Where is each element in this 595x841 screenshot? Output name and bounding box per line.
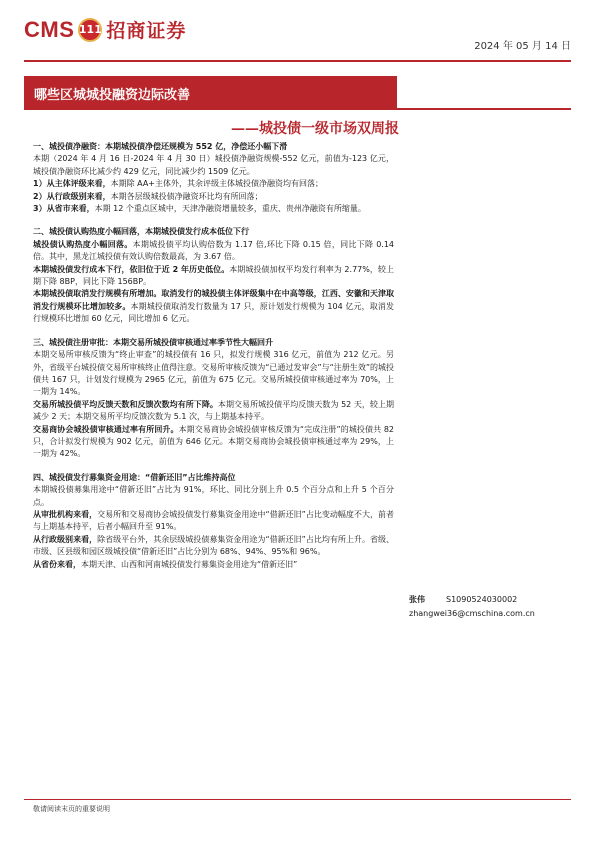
lead-in: 城投债认购热度小幅回落。 (33, 239, 133, 249)
page-header (0, 0, 595, 62)
paragraph (33, 178, 394, 190)
section-3-heading: 三、城投债注册审批：本期交易所城投债审核通过率季节性大幅回升 (33, 337, 273, 347)
paragraph (33, 534, 394, 559)
paragraph-text: 交易所和交易商协会城投债发行募集资金用途中“借新还旧”占比变动幅度不大，前者与上期基本持平，后者小幅回升至 91%。 (33, 509, 394, 532)
title-divider (24, 108, 571, 110)
cms-logo (24, 16, 186, 43)
analyst-name: 张伟 (409, 595, 425, 604)
footer-divider (24, 799, 571, 800)
paragraph (33, 191, 394, 203)
lead-in: 交易所城投债平均反馈天数和反馈次数均有所下降。 (33, 399, 218, 409)
analyst-info (409, 593, 579, 621)
lead-in: 从行政级别来看， (33, 534, 98, 544)
paragraph-text: 除省级平台外，其余层级城投债募集资金用途为“借新还旧”占比均有所上升。省级、市级、区县级和园区级城投债“借新还旧”占比分别为 68%、94%、95%和 96%。 (33, 534, 394, 557)
footer-disclaimer: 敬请阅读末页的重要说明 (33, 805, 110, 813)
lead-in: 从省份来看， (33, 559, 81, 569)
paragraph (33, 264, 394, 289)
lead-in: 本期城投债发行成本下行，依旧位于近 2 年历史低位。 (33, 264, 230, 274)
logo-chinese-name: 招商证券 (106, 20, 187, 42)
section-2-heading: 二、城投债认购热度小幅回落，本期城投债发行成本低位下行 (33, 227, 249, 237)
paragraph-text: 本期各层级城投债净融资环比均有所回落； (110, 191, 263, 201)
header-divider (24, 60, 571, 62)
section-1-heading: 一、城投债净融资：本期城投债净偿还规模为 552 亿，净偿还小幅下滑 (33, 142, 288, 151)
paragraph (33, 203, 394, 215)
paragraph-text: 本期 12 个重点区城中，天津净融资增量较多，重庆、贵州净融资有所缩量。 (94, 204, 366, 214)
paragraph (33, 424, 394, 461)
logo-cms-text: CMS (24, 16, 75, 42)
lead-in: 交易商协会城投债审核通过率有所回升。 (33, 424, 179, 434)
analyst-license: S1090524030002 (446, 595, 518, 604)
paragraph: 本期交易所审核反馈为“终止审查”的城投债有 16 只，拟发行规模 316 亿元，前值为 212 亿元。另外，省级平台城投债交易所审核终止值得注意。交易所审核反馈为“已通过发审会”与“注册生效”的城投债共 167 只，计划发行规模为 2965 亿元，前值为 675 亿元。交易所城投债审核通过率为 70%，上一期为 14%。 (33, 350, 394, 397)
section-4-heading: 四、城投债发行募集资金用途：“借新还旧”占比维持高位 (33, 472, 236, 482)
lead-in: 从审批机构来看， (33, 509, 98, 519)
paragraph: 本期城投债募集用途中“借新还旧”占比为 91%，环比、同比分别上升 0.5 个百分点和上升 5 个百分点。 (33, 485, 394, 507)
logo-badge-icon: 111 (78, 18, 102, 42)
paragraph-text: 本期除 AA+主体外，其余评级主体城投债净融资均有回落； (110, 179, 323, 189)
paragraph (33, 559, 394, 571)
paragraph-text: 本期城投债取消发行数量为 17 只，原计划发行规模为 104 亿元，取消发行规模环比增加 60 亿元，同比增加 6 亿元。 (33, 301, 394, 324)
paragraph (33, 399, 394, 424)
paragraph (33, 239, 394, 264)
lead-in: 本期城投债取消发行规模有所增加。取消发行的城投债主体评级集中在中高等级，江西、安徽和天津取消发行规模环比增加较多。 (33, 289, 394, 311)
title-band (24, 76, 397, 108)
lead-in: 3）从省市来看， (33, 204, 95, 214)
paragraph-text: 本期天津、山西和河南城投债发行募集资金用途为“借新还旧” (81, 559, 298, 569)
paragraph (33, 288, 394, 325)
report-date: 2024 年 05 月 14 日 (474, 41, 571, 52)
paragraph-text: 本期交易所城投债平均反馈天数为 52 天，较上期减少 2 天；本期交易所平均反馈次数为 5.1 次，与上期基本持平。 (33, 399, 394, 422)
paragraph: 本期（2024 年 4 月 16 日-2024 年 4 月 30 日）城投债净融资规模-552 亿元，前值为-123 亿元，城投债净融资环比减少约 429 亿元，同比减少约 1509 亿元。 (33, 154, 394, 176)
report-title: 哪些区城城投融资边际改善 (34, 88, 191, 103)
lead-in: 1）从主体评级来看， (33, 179, 111, 189)
paragraph-text: 本期交易商协会城投债审核反馈为“完成注册”的城投债共 82 只，合计拟发行规模为 902 亿元，前值为 646 亿元。本期交易商协会城投债审核通过率为 29%，上一期为 42%。 (33, 424, 394, 459)
paragraph-text: 本期城投债加权平均发行利率为 2.77%，较上期下降 8BP，同比下降 156BP。 (33, 264, 394, 287)
paragraph-text: 本期城投债平均认购倍数为 1.17 倍,环比下降 0.15 倍，同比下降 0.14 倍。其中，黑龙江城投债有效认购倍数最高，为 3.67 倍。 (33, 239, 395, 262)
report-body (33, 141, 394, 571)
paragraph (33, 509, 394, 534)
analyst-email[interactable]: zhangwei36@cmschina.com.cn (409, 609, 535, 618)
lead-in: 2）从行政级别来看， (33, 191, 111, 201)
report-subtitle: ——城投债一级市场双周报 (231, 121, 399, 137)
